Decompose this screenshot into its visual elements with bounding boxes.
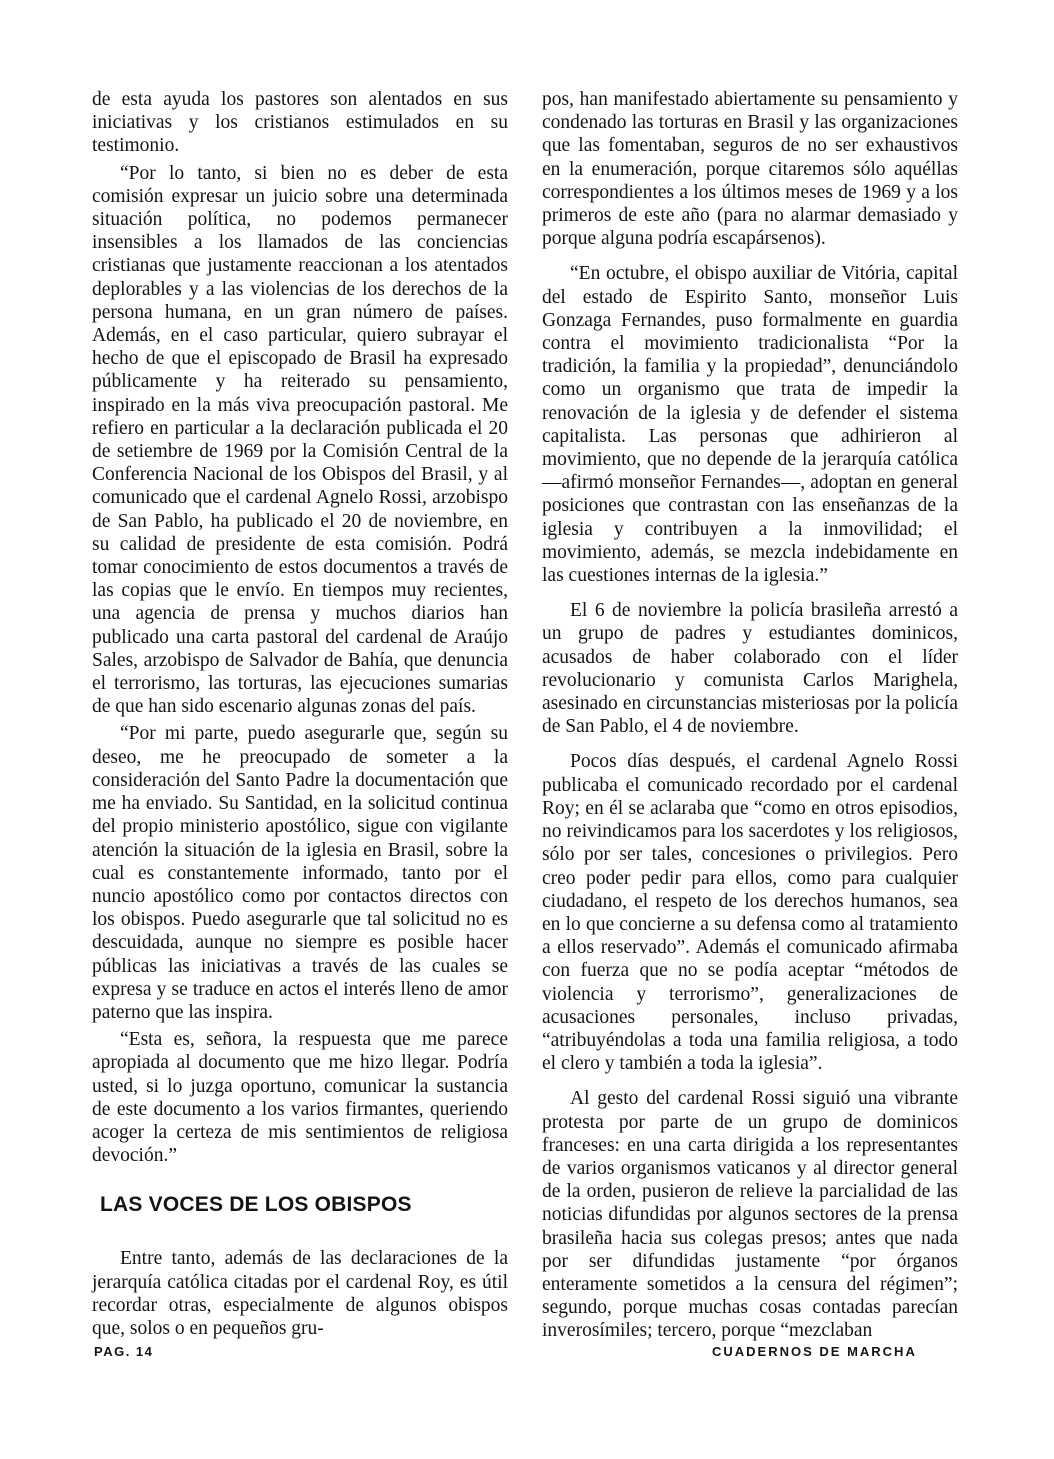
paragraph: Pocos días después, el cardenal Agnelo Rossi publicaba el comunicado recordado por el cardenal Roy; en él se aclaraba que “como en otros episodios, no reivindicamos para los sacerdotes y los religiosos, sólo por ser tales, concesiones o privilegios. Pero creo poder pedir para ellos, como para cualquier ciudadano, el respeto de los derechos humanos, sea en lo que concierne a su defensa como al tratamiento a ellos reservado”. Además el comunicado afirmaba con fuerza que no se podía aceptar “métodos de violencia y terrorismo”, generalizaciones de acusaciones personales, incluso privadas, “atribuyéndolas a toda una familia religiosa, a todo el clero y también a toda la iglesia”. [542, 751, 958, 1075]
paragraph: “Por lo tanto, si bien no es deber de esta comisión expresar un juicio sobre una determinada situación política, no podemos permanecer insensibles a los llamados de las conciencias cristianas que justamente reaccionan a los atentados deplorables y a las violencias de los derechos de la persona humana, en un gran número de países. Además, en el caso particular, quiero subrayar el hecho de que el episcopado de Brasil ha expresado públicamente y ha reiterado su pensamiento, inspirado en la más viva preocupación pastoral. Me refiero en particular a la declaración publicada el 20 de setiembre de 1969 por la Comisión Central de la Conferencia Nacional de los Obispos del Brasil, y al comunicado que el cardenal Agnelo Rossi, arzobispo de San Pablo, ha publicado el 20 de noviembre, en su calidad de presidente de esta comisión. Podrá tomar conocimiento de estos documentos a través de las copias que le envío. En tiempos muy recientes, una agencia de prensa y muchos diarios han publicado una carta pastoral del cardenal de Araújo Sales, arzobispo de Salvador de Bahía, que denuncia el terrorismo, las torturas, las ejecuciones sumarias de que han sido escenario algunas zonas del país. [92, 162, 508, 718]
paragraph: El 6 de noviembre la policía brasileña arrestó a un grupo de padres y estudiantes dominicos, acusados de haber colaborado con el líder revolucionario y comunista Carlos Marighela, asesinado en circunstancias misteriosas por la policía de San Pablo, el 4 de noviembre. [542, 600, 958, 738]
paragraph: “Esta es, señora, la respuesta que me parece apropiada al documento que me hizo llegar. Podría usted, si lo juzga oportuno, comunicar la sustancia de este documento a los varios firmantes, queriendo acoger la certeza de mis sentimientos de religiosa devoción.” [92, 1029, 508, 1167]
publication-name: CUADERNOS DE MARCHA [712, 1344, 917, 1359]
section-heading: LAS VOCES DE LOS OBISPOS [100, 1193, 412, 1217]
right-column [542, 88, 958, 1355]
paragraph: de esta ayuda los pastores son alentados en sus iniciativas y los cristianos estimulados en su testimonio. [92, 89, 508, 157]
paragraph: Al gesto del cardenal Rossi siguió una vibrante protesta por parte de un grupo de dominicos franceses: en una carta dirigida a los representantes de varios organismos vaticanos y al director general de la orden, pusieron de relieve la parcialidad de las noticias difundidas por algunos sectores de la prensa brasileña hacia sus colegas presos; antes que nada por ser difundidas justamente “por órganos enteramente sometidos a la censura del régimen”; segundo, porque muchas cosas contadas parecían inverosímiles; tercero, porque “mezclaban [542, 1088, 958, 1342]
left-column [92, 88, 508, 1352]
page-number: PAG. 14 [94, 1344, 154, 1359]
paragraph: pos, han manifestado abiertamente su pensamiento y condenado las torturas en Brasil y las organizaciones que las fomentaban, seguros de no ser exhaustivos en la enumeración, porque citaremos sólo aquéllas correspondientes a los últimos meses de 1969 y a los primeros de este año (para no alarmar demasiado y porque alguna podría escapársenos). [542, 89, 958, 250]
paragraph: Entre tanto, además de las declaraciones de la jerarquía católica citadas por el cardenal Roy, es útil recordar otras, especialmente de algunos obispos que, solos o en pequeños gru- [92, 1248, 508, 1339]
paragraph: “En octubre, el obispo auxiliar de Vitória, capital del estado de Espirito Santo, monseñor Luis Gonzaga Fernandes, puso formalmente en guardia contra el movimiento tradicionalista “Por la tradición, la familia y la propiedad”, denunciándolo como un organismo que trata de impedir la renovación de la iglesia y de defender el sistema capitalista. Las personas que adhirieron al movimiento, que no depende de la jerarquía católica —afirmó monseñor Fernandes—, adoptan en general posiciones que contrastan con las enseñanzas de la iglesia y contribuyen a la inmovilidad; el movimiento, además, se mezcla indebidamente en las cuestiones internas de la iglesia.” [542, 263, 958, 587]
paragraph: “Por mi parte, puedo asegurarle que, según su deseo, me he preocupado de someter a la consideración del Santo Padre la documentación que me ha enviado. Su Santidad, en la solicitud continua del propio ministerio apostólico, sigue con vigilante atención la situación de la iglesia en Brasil, sobre la cual es constantemente informado, tanto por el nuncio apostólico como por contactos directos con los obispos. Puedo asegurarle que tal solicitud no es descuidada, aunque no siempre es posible hacer públicas las iniciativas a través de las cuales se expresa y se traduce en actos el interés lleno de amor paterno que las inspira. [92, 723, 508, 1023]
